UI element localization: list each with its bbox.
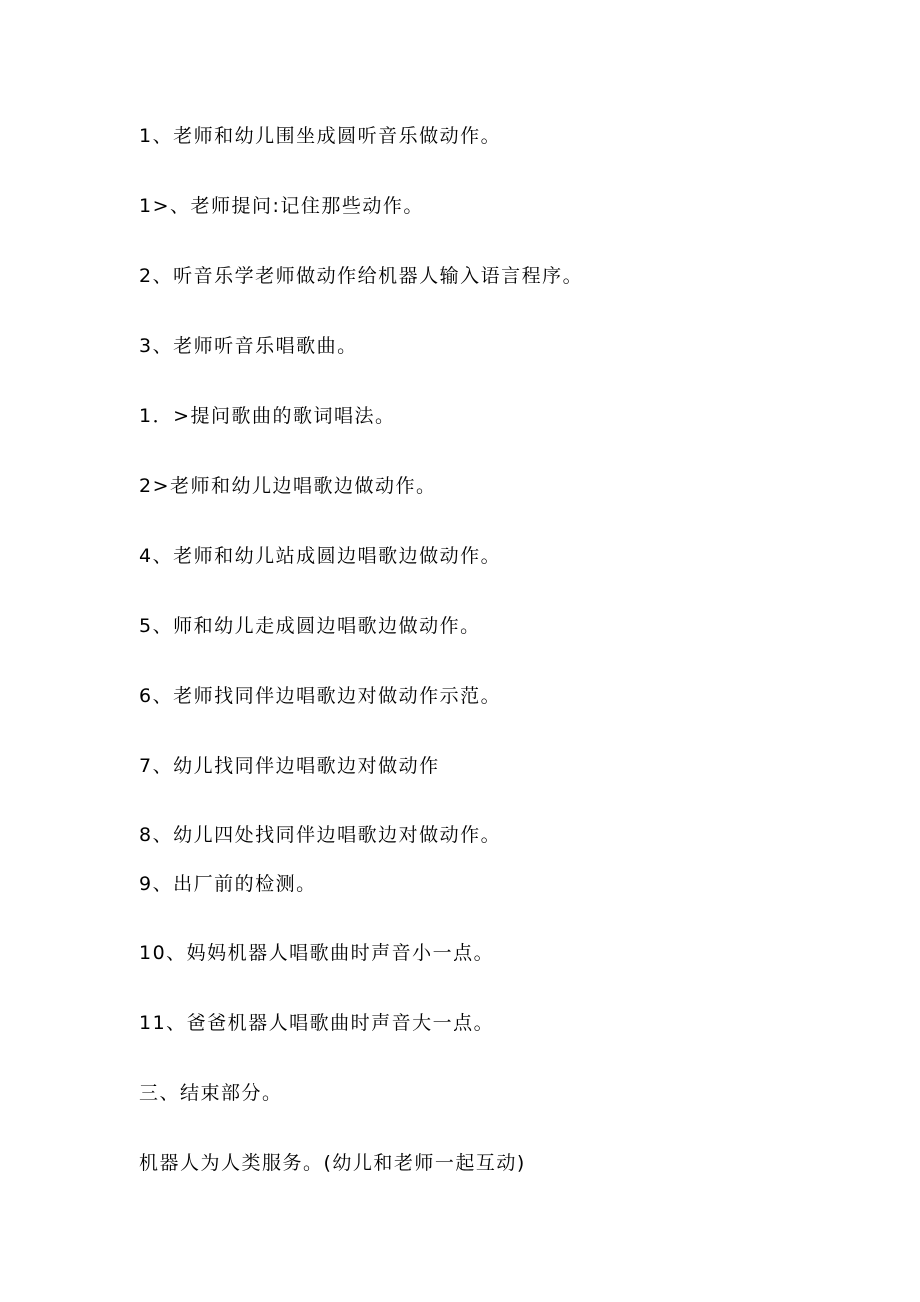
text-line: 9、出厂前的检测。: [139, 873, 317, 895]
text-line: 1、老师和幼儿围坐成圆听音乐做动作。: [139, 125, 502, 147]
text-line: 2>老师和幼儿边唱歌边做动作。: [139, 475, 437, 497]
text-line: 3、老师听音乐唱歌曲。: [139, 335, 358, 357]
text-line: 7、幼儿找同伴边唱歌边对做动作: [139, 755, 440, 777]
text-line: 三、结束部分。: [139, 1082, 283, 1104]
text-line: 4、老师和幼儿站成圆边唱歌边做动作。: [139, 545, 502, 567]
text-line: 6、老师找同伴边唱歌边对做动作示范。: [139, 685, 502, 707]
text-line: 10、妈妈机器人唱歌曲时声音小一点。: [139, 942, 495, 964]
text-line: 1．>提问歌曲的歌词唱法。: [139, 405, 396, 427]
text-line: 5、师和幼儿走成圆边唱歌边做动作。: [139, 615, 481, 637]
text-line: 机器人为人类服务。(幼儿和老师一起互动): [139, 1152, 526, 1174]
text-line: 1>、老师提问:记住那些动作。: [139, 195, 424, 217]
text-line: 8、幼儿四处找同伴边唱歌边对做动作。: [139, 824, 502, 846]
text-line: 11、爸爸机器人唱歌曲时声音大一点。: [139, 1012, 495, 1034]
text-line: 2、听音乐学老师做动作给机器人输入语言程序。: [139, 265, 584, 287]
